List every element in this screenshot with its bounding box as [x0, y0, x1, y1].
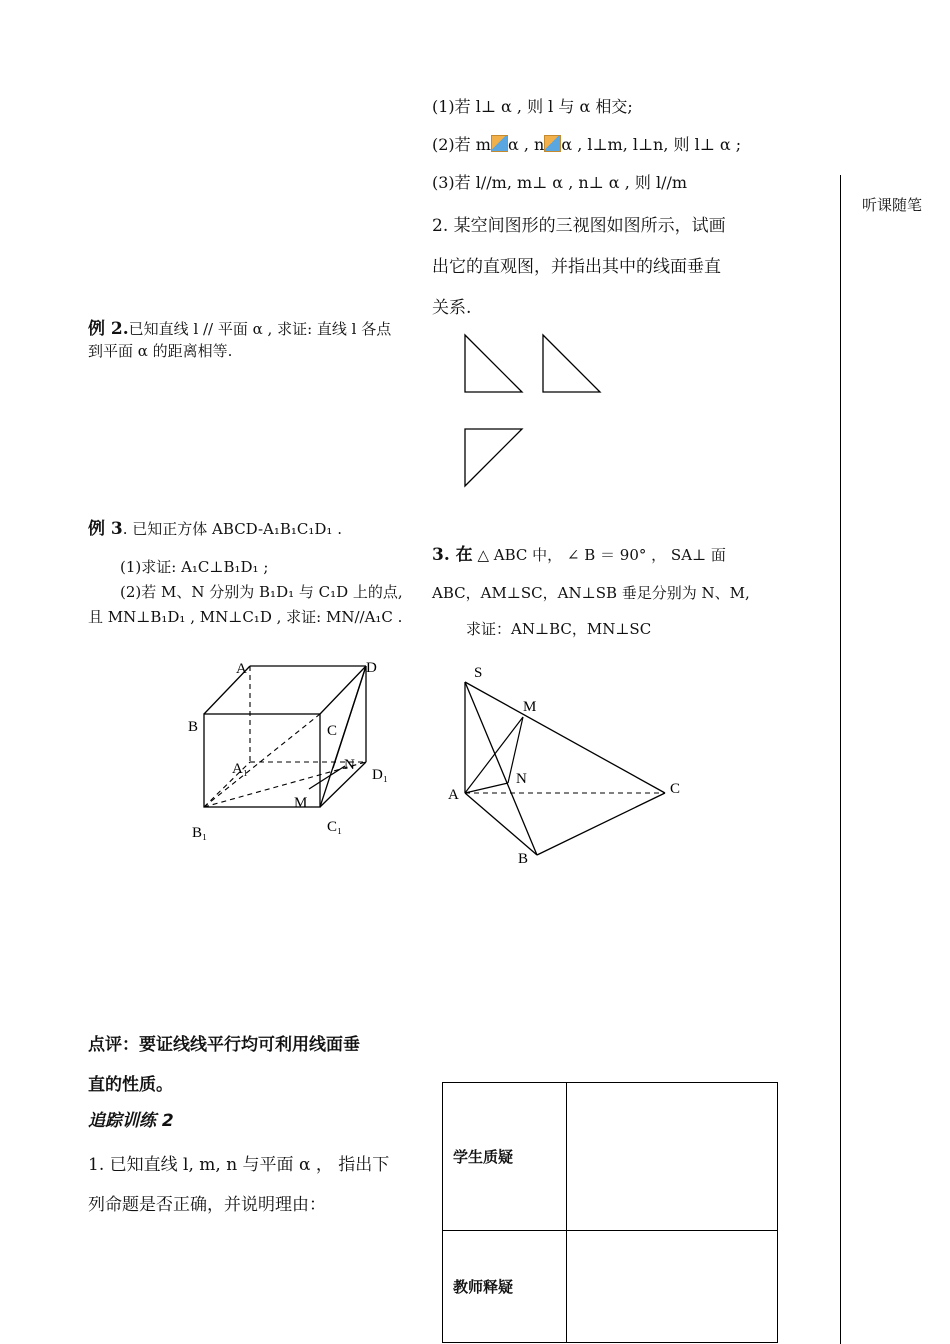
example-3-text: . 已知正方体 ABCD-A₁B₁C₁D₁ . [122, 520, 342, 538]
cube-label-M: M [294, 795, 308, 811]
example-3-part2b: 且 MN⊥B₁D₁ , MN⊥C₁D , 求证: MN//A₁C . [88, 608, 403, 626]
broken-image-icon [491, 135, 508, 152]
cube-label-A: A [236, 661, 247, 677]
label-B: B [518, 851, 529, 867]
proposition-2 [432, 132, 741, 155]
qa-teacher-cell[interactable] [567, 1231, 778, 1343]
three-view-figure [455, 325, 615, 495]
cube-label-B1: B₁ [192, 825, 208, 841]
question-3-line2: ABC，AM⊥SC，AN⊥SB 垂足分别为 N、M, [432, 584, 750, 602]
label-A: A [448, 787, 459, 803]
side-view-triangle [543, 335, 600, 392]
question-3-line3: 求证：AN⊥BC，MN⊥SC [466, 620, 652, 638]
label-S: S [474, 665, 483, 681]
cube-label-B: B [188, 719, 199, 735]
question-2-line3: 关系. [432, 298, 472, 318]
example-3-part2a: (2)若 M、N 分别为 B₁D₁ 与 C₁D 上的点, [120, 583, 403, 601]
cube-label-A1: A₁ [232, 761, 249, 777]
training-q1-line2: 列命题是否正确，并说明理由： [88, 1195, 326, 1215]
label-N: N [516, 771, 527, 787]
cube-label-C1: C₁ [327, 819, 343, 835]
question-2-line2: 出它的直观图，并指出其中的线面垂直 [432, 257, 721, 277]
example-3 [88, 518, 418, 540]
example-2-text1: 已知直线 l // 平面 α , 求证: 直线 l 各点 [128, 320, 392, 338]
comment-line1: 点评：要证线线平行均可利用线面垂 [88, 1035, 360, 1055]
training-q1-line1: 1. 已知直线 l, m, n 与平面 α ， 指出下 [88, 1155, 390, 1175]
question-3-text: △ ABC 中， ∠ B ＝ 90° ， SA⊥ 面 [477, 546, 726, 564]
comment [88, 1025, 360, 1105]
example-2 [88, 318, 418, 362]
question-2 [432, 206, 726, 329]
cube-label-D: D [366, 660, 377, 676]
proposition-2-pre: (2)若 m [432, 135, 491, 154]
training-title: 追踪训练 2 [88, 1111, 174, 1131]
example-3-part1: (1)求证: A₁C⊥B₁D₁ ; [120, 558, 269, 576]
cube-label-D1: D₁ [372, 767, 389, 783]
qa-table [442, 1082, 778, 1343]
proposition-2-mid: α , n [507, 135, 545, 154]
question-2-line1: 2. 某空间图形的三视图如图所示，试画 [432, 216, 726, 236]
qa-student-cell[interactable] [567, 1083, 778, 1231]
proposition-3: (3)若 l//m, m⊥ α , n⊥ α , 则 l//m [432, 173, 688, 192]
margin-divider [840, 175, 841, 1344]
training-question-1 [88, 1145, 389, 1225]
qa-student-label: 学生质疑 [443, 1083, 567, 1231]
question-3-line1 [432, 540, 726, 565]
cube-label-N: N [344, 757, 355, 773]
front-view-triangle [465, 335, 522, 392]
example-2-label: 例 2. [88, 319, 129, 339]
cube-figure [180, 650, 420, 880]
proposition-1: (1)若 l⊥ α , 则 l 与 α 相交; [432, 97, 633, 116]
tetrahedron-figure [440, 655, 700, 875]
margin-note: 听课随笔 [862, 196, 923, 214]
label-C: C [670, 781, 681, 797]
comment-line2: 直的性质。 [88, 1075, 173, 1095]
top-view-triangle [465, 429, 522, 486]
cube-label-C: C [327, 723, 338, 739]
question-3-number: 3. 在 [432, 545, 473, 565]
proposition-2-post: α , l⊥m, l⊥n, 则 l⊥ α ; [561, 135, 742, 154]
qa-teacher-label: 教师释疑 [443, 1231, 567, 1343]
example-2-text2: 到平面 α 的距离相等. [88, 342, 233, 360]
example-3-label: 例 3 [88, 519, 123, 539]
broken-image-icon [544, 135, 561, 152]
label-M: M [523, 699, 537, 715]
